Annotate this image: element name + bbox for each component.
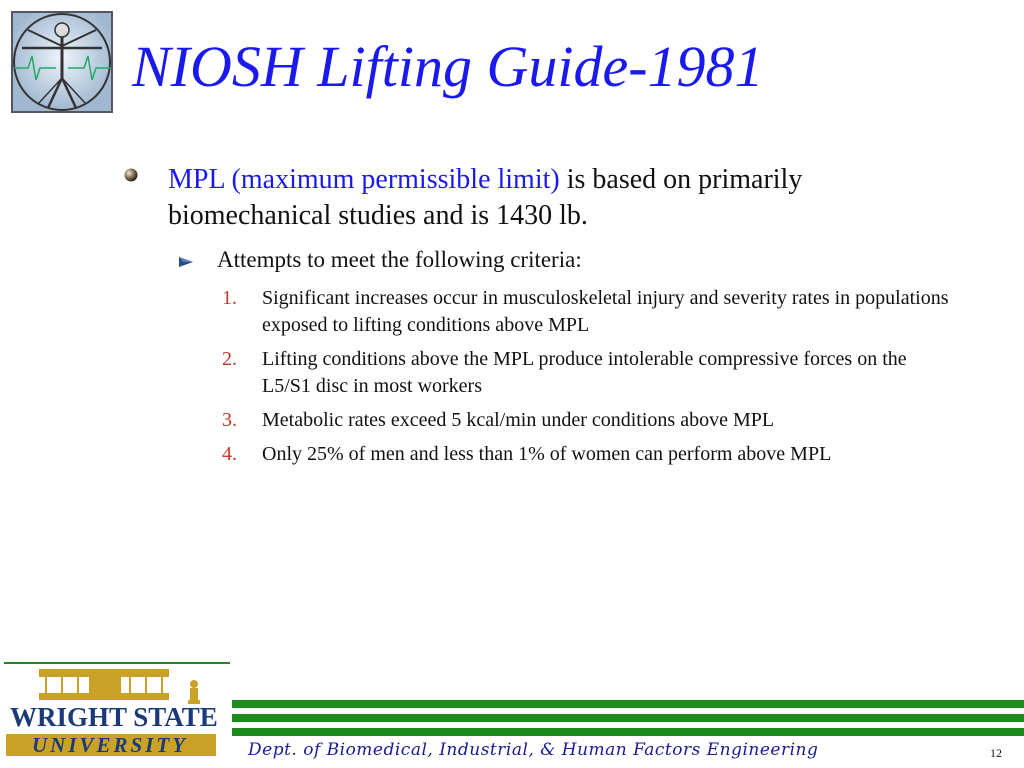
footer-stripe [232,728,1024,736]
item-text: Only 25% of men and less than 1% of women can perform above MPL [262,443,832,465]
arrow-bullet-icon [178,255,194,269]
list-item [222,441,952,468]
main-bullet-rest: is based on primarily biomechanical studies and is 1430 lb. [168,164,803,231]
page-number: 12 [990,746,1002,760]
item-text: Metabolic rates exceed 5 kcal/min under conditions above MPL [262,409,775,431]
mpl-highlight: MPL (maximum permissible limit) [168,164,560,195]
logo-line1: WRIGHT STATE [10,702,218,732]
logo-line2: UNIVERSITY [32,733,189,757]
sphere-bullet-icon [124,168,138,182]
main-bullet-text [168,162,928,234]
footer-stripe [232,700,1024,708]
footer-stripe [232,714,1024,722]
item-number: 1. [222,287,237,309]
criteria-list [222,285,952,475]
list-item [222,346,952,400]
list-item [222,407,952,434]
item-number: 2. [222,348,237,370]
item-text: Significant increases occur in musculoskeletal injury and severity rates in populations exposed to lifting conditions above MPL [262,287,949,336]
item-number: 4. [222,443,237,465]
wright-state-logo [4,664,230,768]
item-text: Lifting conditions above the MPL produce intolerable compressive forces on the L5/S1 disc in most workers [262,348,907,397]
list-item [222,285,952,339]
sub-bullet-text: Attempts to meet the following criteria: [217,247,582,272]
department-name: Dept. of Biomedical, Industrial, & Human Factors Engineering [248,740,819,760]
vitruvian-man-logo [8,8,116,116]
slide-title: NIOSH Lifting Guide-1981 [132,34,764,99]
item-number: 3. [222,409,237,431]
